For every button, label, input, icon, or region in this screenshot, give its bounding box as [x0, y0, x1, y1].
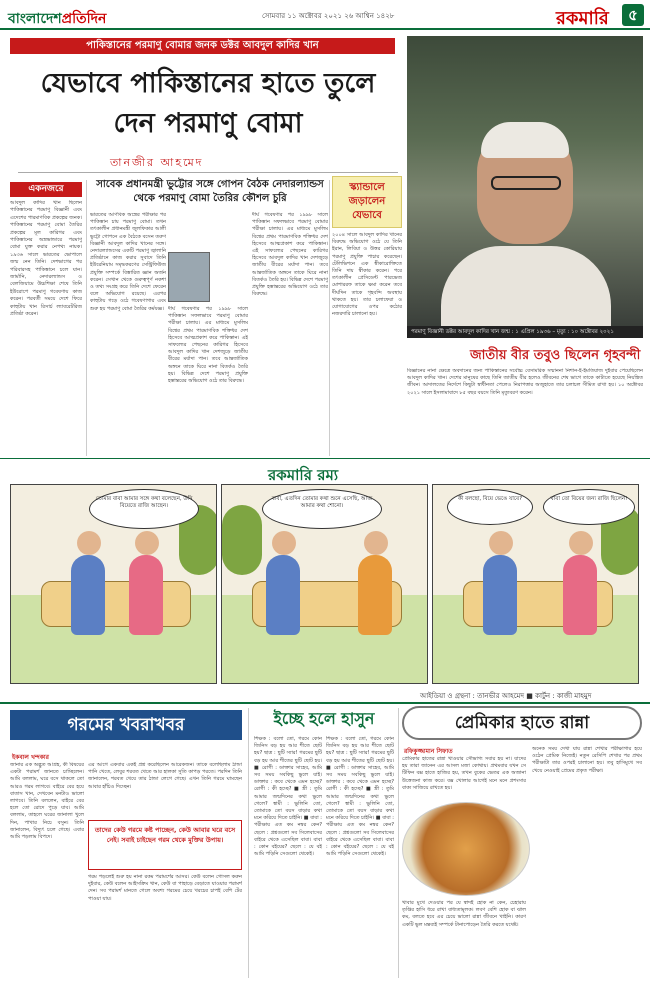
- photo-glasses: [491, 176, 561, 190]
- lead-subhead: সাবেক প্রধানমন্ত্রী ভুট্টোর সঙ্গে গোপন বৈঠক নেদারল্যান্ডস থেকে পরমাণু বোমা তৈরির কৌশল চুরি: [96, 179, 324, 204]
- premika-author: রফিকুজ্জামান সিফাত: [404, 748, 453, 755]
- lead-kicker: পাকিস্তানের পরমাণু বোমার জনক ডক্টর আবদুল কাদির খান: [10, 38, 395, 54]
- garom-pullquote: তাদের কেউ গরমে কষ্ট পাচ্ছেন, কেউ আবার ঘরে বসে নেই। সবাই চাইছেন গরম থেকে মুক্তির উপায়।: [88, 820, 242, 870]
- section-divider: [0, 702, 650, 704]
- cartoon-credit: আইডিয়া ও গ্রন্থনা : তানভীর আহমেদ ■ কার্টুন : কাজী মাহমুদ: [420, 692, 592, 700]
- section-name: রকমারি: [556, 8, 609, 29]
- garom-body-2: এর আগে একবার একই প্রশ্ন করেছিলেন আরেকজন। তাকে বলেছিলাম ঠান্ডা পানি খেতে, লেবুর শরবত খেতে আর হালকা সুতি কাপড় পরতে। পরদিন তিনি জানালেন, শরবত খেয়ে তার ঠান্ডা লেগে গেছে। এখন তিনি গরমে ঘামছেন আবার হাঁচিও দিচ্ছেন।: [88, 762, 242, 790]
- dateline: সোমবার ১১ অক্টোবর ২০২১ ২৬ আশ্বিন ১৪২৮: [262, 12, 395, 20]
- jokes-body-2: শিক্ষক : বলো তো, গরমে কোন জিনিস বড় হয় আর শীতে ছোট হয়? ছাত্র : ছুটি স্যার! গরমের ছুটি বড় হয় আর শীতের ছুটি ছোট হয়। ■ রোগী : ডাক্তার সাহেব, আমি সব সময় সবকিছু ভুলে যাই। ডাক্তার : কবে থেকে এমন হচ্ছে? রোগী : কী হচ্ছে? ■ স্ত্রী : তুমি আমার জন্মদিনের কথা ভুলে গেলে? স্বামী : ভুলিনি তো, তোমাকে তো বয়স বাড়ার কথা মনে করিয়ে দিতে চাইনি। ■ বাবা : পরীক্ষায় এত কম নম্বর কেন? ছেলে : প্রশ্নগুলো সব সিলেবাসের বাইরে থেকে এসেছিল বাবা। বাবা : কোন বইয়ের? ছেলে : যে বই আমি পড়িনি সেগুলো থেকেই।: [326, 736, 394, 858]
- speech-bubble: বাবা, এতদিন তোমার কথা শুনে এসেছি, আজ আমার কথা শোনো।: [262, 489, 382, 529]
- sofa: [41, 581, 191, 627]
- lead-body-col-2: দীর্ঘ গবেষণার পর ১৯৯৮ সালে পাকিস্তান সফলভাবে পরমাণু বোমার পরীক্ষা চালায়। এর মাধ্যমে মুসলিম বিশ্বের প্রথম পারমাণবিক শক্তিধর দেশ হিসেবে আত্মপ্রকাশ করে পাকিস্তান। এই সাফল্যের পেছনের কারিগর হিসেবে আবদুল কাদির খান দেশজুড়ে জাতীয় বীরের মর্যাদা পান। তবে আন্তর্জাতিক অঙ্গনে তাকে ঘিরে নানা বিতর্কও তৈরি হয়। বিভিন্ন দেশে পরমাণু প্রযুক্তি হস্তান্তরের অভিযোগ ওঠে তার বিরুদ্ধে।: [252, 212, 328, 298]
- jokes-body-1: শিক্ষক : বলো তো, গরমে কোন জিনিস বড় হয় আর শীতে ছোট হয়? ছাত্র : ছুটি স্যার! গরমের ছুটি বড় হয় আর শীতের ছুটি ছোট হয়। ■ রোগী : ডাক্তার সাহেব, আমি সব সময় সবকিছু ভুলে যাই। ডাক্তার : কবে থেকে এমন হচ্ছে? রোগী : কী হচ্ছে? ■ স্ত্রী : তুমি আমার জন্মদিনের কথা ভুলে গেলে? স্বামী : ভুলিনি তো, তোমাকে তো বয়স বাড়ার কথা মনে করিয়ে দিতে চাইনি। ■ বাবা : পরীক্ষায় এত কম নম্বর কেন? ছেলে : প্রশ্নগুলো সব সিলেবাসের বাইরে থেকে এসেছিল বাবা। বাবা : কোন বইয়ের? ছেলে : যে বই আমি পড়িনি সেগুলো থেকেই।: [254, 736, 322, 858]
- cartoon-divider: [0, 458, 650, 459]
- garom-author: ইকবাল খন্দকার: [12, 754, 49, 761]
- man-figure: [71, 555, 105, 635]
- man-figure: [483, 555, 517, 635]
- lead-headline[interactable]: যেভাবে পাকিস্তানের হাতে তুলে দেন পরমাণু বোমা: [40, 68, 376, 139]
- man-head: [272, 531, 296, 555]
- father-head: [364, 531, 388, 555]
- lead-body-col-1b: দীর্ঘ গবেষণার পর ১৯৯৮ সালে পাকিস্তান সফলভাবে পরমাণু বোমার পরীক্ষা চালায়। এর মাধ্যমে মুসলিম বিশ্বের প্রথম পারমাণবিক শক্তিধর দেশ হিসেবে আত্মপ্রকাশ করে পাকিস্তান। এই সাফল্যের পেছনের কারিগর হিসেবে আবদুল কাদির খান দেশজুড়ে জাতীয় বীরের মর্যাদা পান। তবে আন্তর্জাতিক অঙ্গনে তাকে ঘিরে নানা বিতর্কও তৈরি হয়। বিভিন্ন দেশে পরমাণু প্রযুক্তি হস্তান্তরের অভিযোগ ওঠে তার বিরুদ্ধে।: [168, 306, 248, 385]
- lead-byline: তানজীর আহমেদ: [110, 156, 204, 169]
- speech-bubble: তোমার বাবা আমার সঙ্গে কথা বলেছেন, উনি বিয়েতে রাজি আছেন।: [89, 489, 199, 529]
- cartoon-panel-2[interactable]: [221, 484, 428, 684]
- bhutto-portrait: [168, 252, 210, 302]
- cartoon-panel-1[interactable]: [10, 484, 217, 684]
- scandal-heading: স্ক্যান্ডালে জড়ালেন যেভাবে: [332, 176, 402, 228]
- scandal-body: ২০০৪ সালে আবদুল কাদির খানের বিরুদ্ধে অভিযোগ ওঠে যে তিনি ইরান, লিবিয়া ও উত্তর কোরিয়ায় পরমাণু প্রযুক্তি পাচার করেছেন। টেলিভিশনে এক স্বীকারোক্তিতে তিনি দায় স্বীকার করেন। পরে তৎকালীন প্রেসিডেন্ট পারভেজ মোশাররফ তাকে ক্ষমা করেন তবে দীর্ঘদিন তাকে গৃহবন্দি অবস্থায় থাকতে হয়। তার চলাফেরা ও যোগাযোগের ওপর কঠোর নজরদারি চালানো হয়।: [332, 232, 402, 318]
- hero-subtitle: জাতীয় বীর তবুও ছিলেন গৃহবন্দী: [470, 348, 641, 363]
- hero-body: বিজ্ঞানের নানা ক্ষেত্রে অবদানের জন্য পাকিস্তানের সর্বোচ্চ বেসামরিক সম্মাননা নিশান-ই-ইমতিয়াজ দুইবার পেয়েছিলেন আবদুল কাদির খান। দেশের মানুষের কাছে তিনি জাতীয় বীর হলেও জীবনের শেষ ভাগে তাকে কাটাতে হয়েছে নিয়ন্ত্রিত জীবন। আদালতের নির্দেশে কিছুটা স্বাধীনতা পেলেও নিরাপত্তার অজুহাতে তার চলাচল সীমিত রাখা হয়। ১০ অক্টোবর ২০২১ সালে ইসলামাবাদে ৮৫ বছর বয়সে তিনি মৃত্যুবরণ করেন।: [407, 368, 643, 396]
- cartoon-title: রকমারি রম্য: [268, 466, 339, 484]
- premika-body-1: প্রেমিকার হাতের রান্না খাওয়ার সৌভাগ্য সবার হয় না। যাদের হয় তারা জানেন এর আসল মজা কোথায়। প্রথমবার যখন সে টিফিন বক্স হাতে হাজির হয়, তখন বুকের ভেতর এক অজানা উত্তেজনা কাজ করে। বক্স খোলার আগেই মনে মনে প্রশংসার বাক্য সাজিয়ে রাখতে হয়।: [402, 756, 526, 791]
- speech-bubble: কী বলছো, বিয়ে ভেঙে যাবে?: [447, 489, 533, 525]
- column-divider: [329, 180, 330, 456]
- logo-part-2: প্রতিদিন: [61, 11, 107, 27]
- page-number: ৫: [622, 4, 644, 26]
- man-figure: [266, 555, 300, 635]
- cartoon-panel-3[interactable]: [432, 484, 639, 684]
- column-divider: [248, 708, 249, 978]
- garom-body-3: গরম পড়লেই শুরু হয় নানা রকম পরামর্শের আসর। কেউ বলেন গোসল করুন দুইবার, কেউ বলেন আইসক্রিম খান, কেউ বা পাহাড়ে বেড়াতে যাওয়ার পরামর্শ দেন। সব পরামর্শ মানতে গেলে অবশ্য গরমের চেয়ে খরচের চাপই বেশি টের পাওয়া যায়।: [88, 874, 242, 902]
- column-divider: [398, 708, 399, 978]
- garom-headline[interactable]: গরমের খবরাখবর: [10, 710, 242, 740]
- woman-head: [569, 531, 593, 555]
- father-figure: [358, 555, 392, 635]
- speech-bubble-2: বাবা তো বিয়ের জন্য রাজি ছিলেন!: [543, 489, 635, 525]
- headline-divider: [18, 172, 398, 173]
- man-head: [77, 531, 101, 555]
- jokes-headline[interactable]: ইচ্ছে হলে হাসুন: [273, 709, 375, 728]
- photo-shirt: [441, 246, 611, 326]
- woman-head: [135, 531, 159, 555]
- garom-body-1: জানার এক অদ্ভুত আগ্রহ, কী বিষয়ের একটা পরামর্শ জানতে চাচ্ছিলেন। আমি বললাম, ঘরে বসে থাকলে তো আরও গরম লাগবে। বাইরে বের হয়ে বাতাস খান, দেখবেন মনটাও ভালো লাগবে। তিনি বললেন, বাইরে বের হলে তো রোদে পুড়ে যাব। আমি বললাম, তাহলে ঘরের জানালা খুলে দিন, পাখার নিচে বসুন। তিনি জানালেন, বিদ্যুৎ চলে গেছে। এবার আমি পড়লাম বিপদে।: [10, 762, 84, 841]
- man-head: [489, 531, 513, 555]
- premika-headline[interactable]: প্রেমিকার হাতে রান্না: [402, 706, 642, 740]
- glance-heading: একনজরে: [10, 182, 82, 197]
- lead-body-col-1: ভারতের আণবিক অস্ত্রের পরীক্ষার পর পাকিস্তান চায় পরমাণু বোমা। তখন তৎকালীন প্রধানমন্ত্রী জুলফিকার আলী ভুট্টো গোপনে এক বৈঠকে বসেন তরুণ বিজ্ঞানী আবদুল কাদির খানের সঙ্গে। নেদারল্যান্ডসের একটি পরমাণু জ্বালানি প্রতিষ্ঠানে কাজ করার সুবাদে তিনি ইউরেনিয়াম সমৃদ্ধকরণের সেন্ট্রিফিউজ প্রযুক্তি সম্পর্কে বিস্তারিত জ্ঞান অর্জন করেন। সেখান থেকে গুরুত্বপূর্ণ নকশা ও তথ্য সংগ্রহ করে তিনি দেশে ফেরেন বলে অভিযোগ রয়েছে। এরপর কাহুটায় গড়ে ওঠে গবেষণাগার এবং শুরু হয় পরমাণু বোমা তৈরির কর্মযজ্ঞ।: [90, 212, 166, 312]
- woman-figure: [129, 555, 163, 635]
- logo-part-1: বাংলাদেশ: [8, 11, 62, 27]
- premika-body-2: খাবার মুখে দেওয়ার পর যে স্বাদই হোক না কেন, চেহারায় তৃপ্তির হাসি ধরে রাখা বাধ্যতামূলক। লবণ বেশি হোক বা ঝাল কম, বলতে হবে এর চেয়ে ভালো রান্না জীবনে খাইনি। কারণ একটি ভুল মন্তব্যই সম্পর্কে টানাপোড়েন তৈরি করতে যথেষ্ট।: [402, 900, 526, 928]
- food-dish-photo: [402, 802, 530, 896]
- newspaper-logo[interactable]: [8, 7, 106, 31]
- woman-figure: [563, 555, 597, 635]
- photo-caption: পরমাণু বিজ্ঞানী ডক্টর আবদুল কাদির খান জন্ম : ১ এপ্রিল ১৯৩৬ – মৃত্যু : ১০ অক্টোবর ২০২১: [407, 326, 643, 338]
- glance-body: আবদুল কাদির খান ছিলেন পাকিস্তানের পরমাণু বিজ্ঞানী এবং এদেশের পারমাণবিক প্রকল্পের জনক। পাকিস্তানের পরমাণু বোমা তৈরির প্রকল্পের মূল কারিগর এবং পাকিস্তানের অস্ত্রভান্ডারে পরমাণু বোমা যুক্ত করার নেপথ্য নায়ক। ১৯৩৬ সালে ভারতের ভোপালে জন্ম নেন তিনি। দেশভাগের পর পরিবারসহ পাকিস্তানে চলে যান। জার্মানি, নেদারল্যান্ডস ও বেলজিয়ামে উচ্চশিক্ষা শেষে তিনি ইউরোপে পরমাণু গবেষণায় কাজ করেন। পরবর্তী সময়ে দেশে ফিরে কাহুটায় খান রিসার্চ ল্যাবরেটরিজ প্রতিষ্ঠা করেন।: [10, 200, 82, 318]
- plant-icon: [222, 505, 262, 575]
- photo-hair: [481, 122, 569, 158]
- aq-khan-photo[interactable]: [407, 36, 643, 326]
- column-divider: [86, 180, 87, 456]
- premika-body-3: অনেক সময় দেখা যায় রান্না শেখার পরীক্ষাগার হয়ে ওঠেন প্রেমিক নিজেই। নতুন রেসিপি শেখার পর প্রথম পরীক্ষাটা তার ওপরই চালানো হয়। তবু হাসিমুখে সব খেয়ে নেওয়াই প্রেমের প্রকৃত পরীক্ষা।: [532, 746, 642, 774]
